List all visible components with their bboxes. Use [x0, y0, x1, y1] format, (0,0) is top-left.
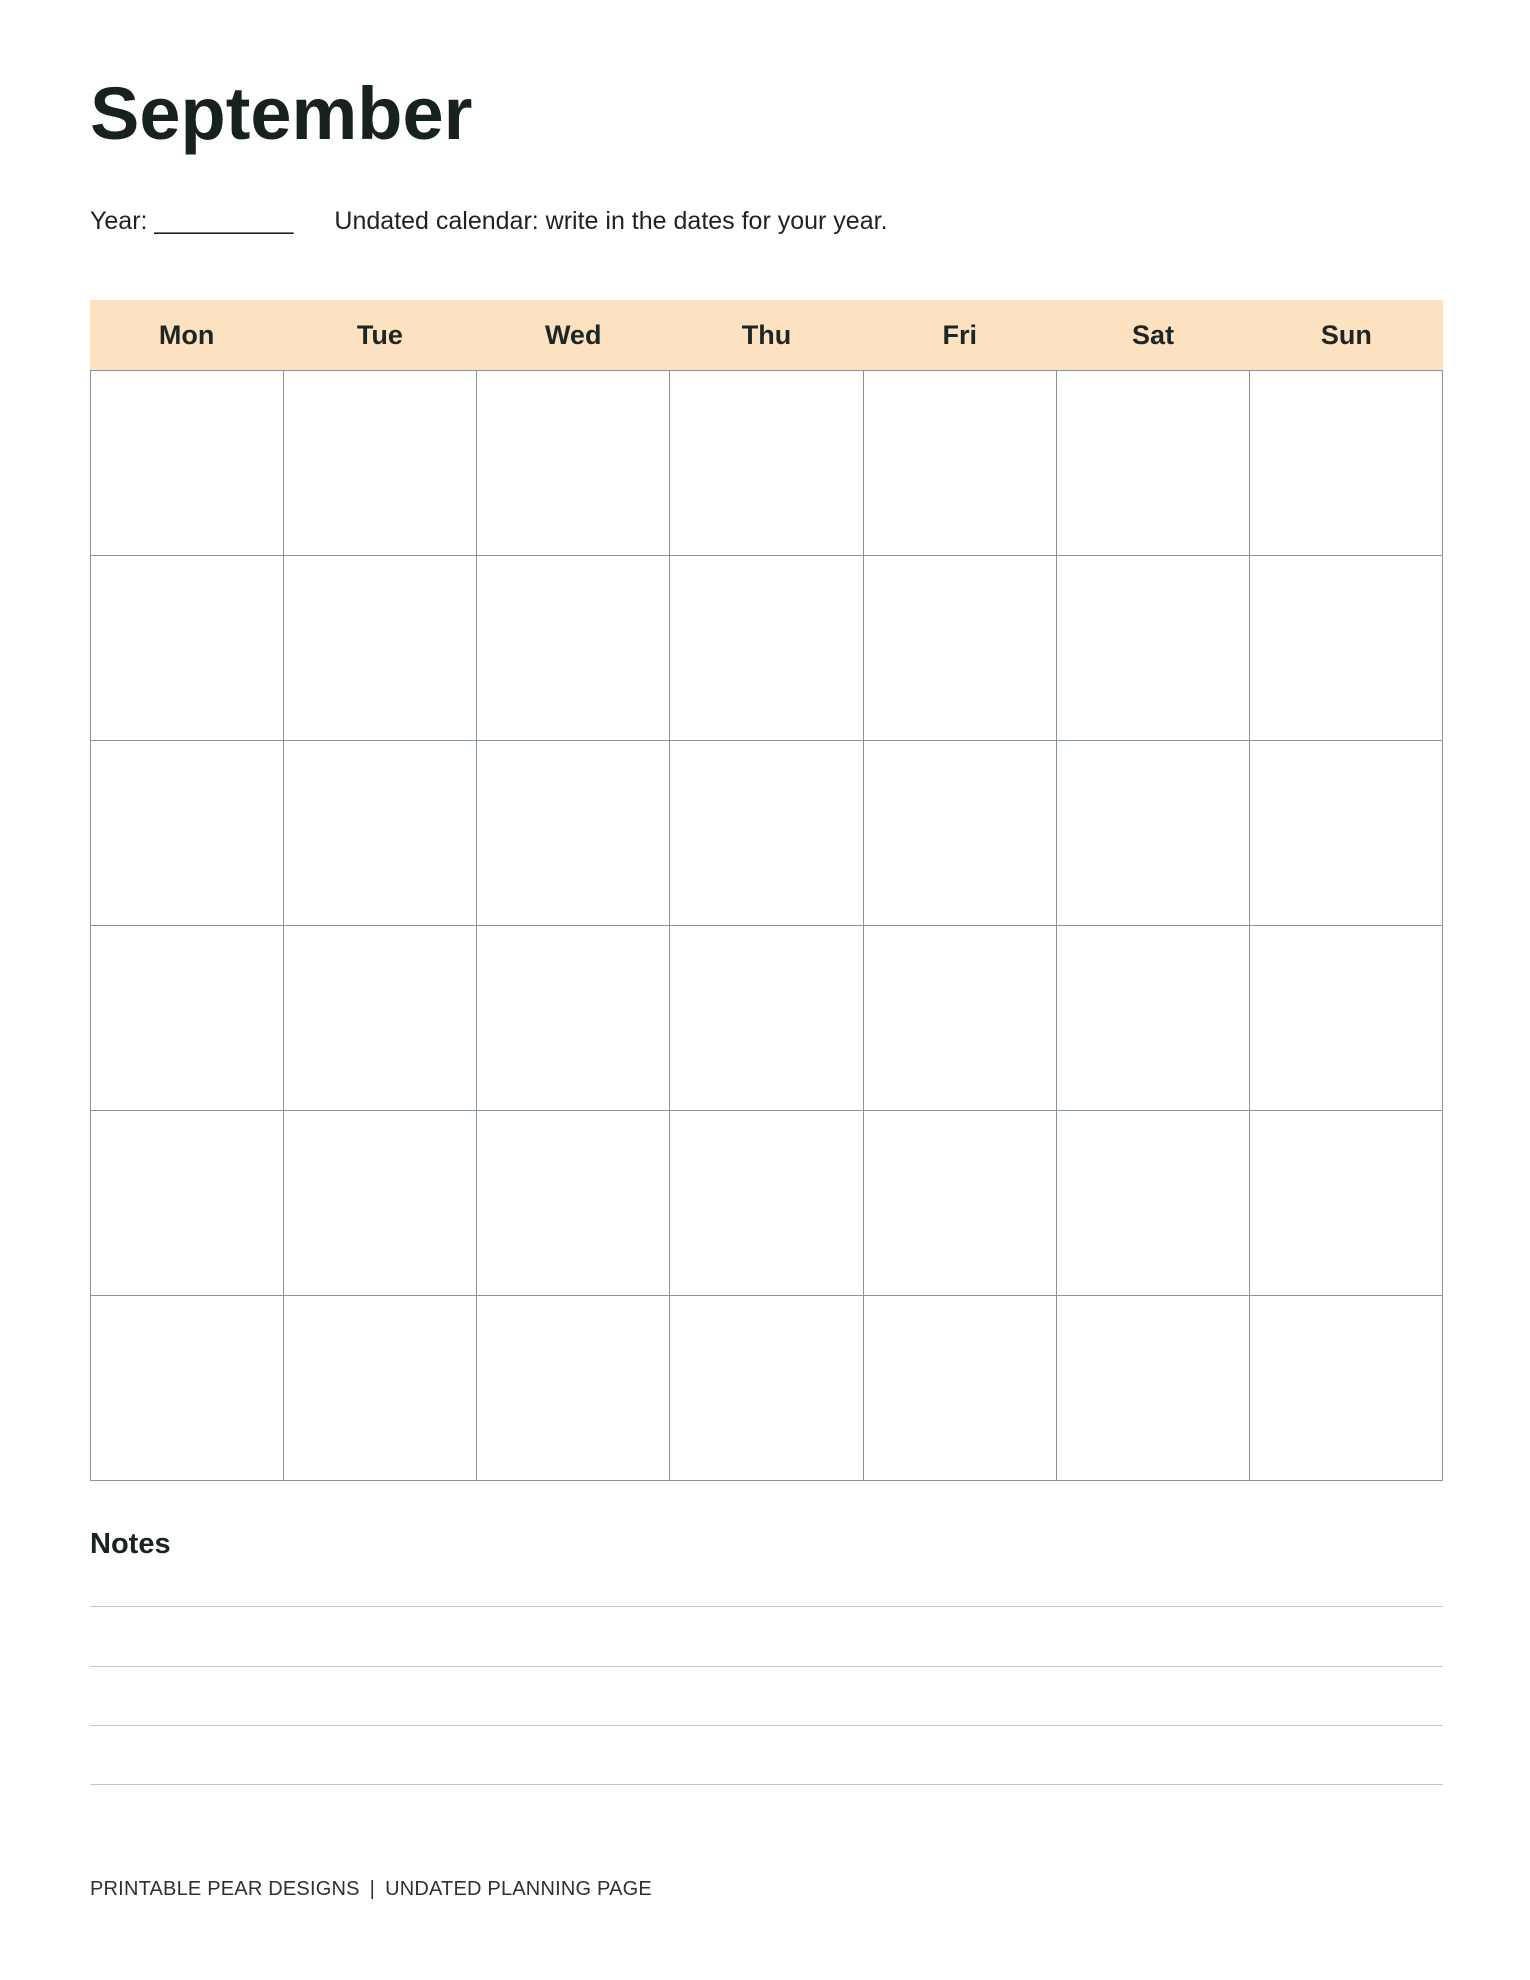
day-cell: [1250, 556, 1443, 741]
day-cell: [1057, 741, 1250, 926]
day-cell: [670, 926, 863, 1111]
instruction-text: Undated calendar: write in the dates for your year.: [334, 207, 888, 235]
month-calendar: [90, 300, 1443, 1481]
day-cell: [864, 556, 1057, 741]
day-cell: [91, 1296, 284, 1481]
weekday-header: [90, 300, 1443, 371]
day-cell: [1250, 741, 1443, 926]
notes-heading: Notes: [90, 1528, 171, 1560]
day-cell: [864, 371, 1057, 556]
year-row: [90, 205, 888, 237]
notes-line: [90, 1725, 1443, 1726]
day-cell: [477, 926, 670, 1111]
day-cell: [477, 1296, 670, 1481]
day-cell: [284, 926, 477, 1111]
notes-line: [90, 1606, 1443, 1607]
year-blank-field: __________: [154, 207, 294, 235]
footer-page-type: UNDATED PLANNING PAGE: [385, 1878, 652, 1900]
day-cell: [284, 556, 477, 741]
day-cell: [1250, 371, 1443, 556]
day-cell: [1057, 371, 1250, 556]
notes-line: [90, 1784, 1443, 1785]
day-cell: [91, 556, 284, 741]
day-cell: [477, 1111, 670, 1296]
footer: [90, 1876, 652, 1902]
day-cell: [864, 1111, 1057, 1296]
day-cell: [670, 371, 863, 556]
day-cell: [477, 741, 670, 926]
weekday-wed: Wed: [544, 319, 602, 350]
year-label: Year:: [90, 207, 148, 235]
weekday-thu: Thu: [741, 319, 792, 350]
day-cell: [91, 1111, 284, 1296]
day-cell: [91, 741, 284, 926]
weekday-sun: Sun: [1320, 319, 1372, 350]
weekday-sat: Sat: [1132, 319, 1175, 350]
day-cell: [864, 926, 1057, 1111]
day-cell: [477, 371, 670, 556]
footer-brand: PRINTABLE PEAR DESIGNS: [90, 1878, 360, 1900]
day-cell: [91, 926, 284, 1111]
day-cell: [670, 741, 863, 926]
page-title: September: [90, 72, 473, 155]
day-cell: [91, 371, 284, 556]
day-cell: [670, 556, 863, 741]
day-cell: [284, 371, 477, 556]
day-cell: [670, 1111, 863, 1296]
day-cell: [864, 741, 1057, 926]
day-cell: [1250, 1296, 1443, 1481]
weekday-fri: Fri: [942, 319, 978, 350]
day-cell: [1057, 926, 1250, 1111]
day-cell: [1250, 926, 1443, 1111]
day-cell: [1057, 556, 1250, 741]
calendar-grid: [90, 371, 1443, 1481]
day-cell: [284, 1296, 477, 1481]
footer-separator: |: [369, 1878, 376, 1900]
day-cell: [477, 556, 670, 741]
day-cell: [670, 1296, 863, 1481]
day-cell: [284, 1111, 477, 1296]
day-cell: [1250, 1111, 1443, 1296]
day-cell: [864, 1296, 1057, 1481]
weekday-tue: Tue: [356, 319, 403, 350]
day-cell: [1057, 1296, 1250, 1481]
notes-line: [90, 1666, 1443, 1667]
weekday-mon: Mon: [158, 319, 215, 350]
day-cell: [284, 741, 477, 926]
day-cell: [1057, 1111, 1250, 1296]
